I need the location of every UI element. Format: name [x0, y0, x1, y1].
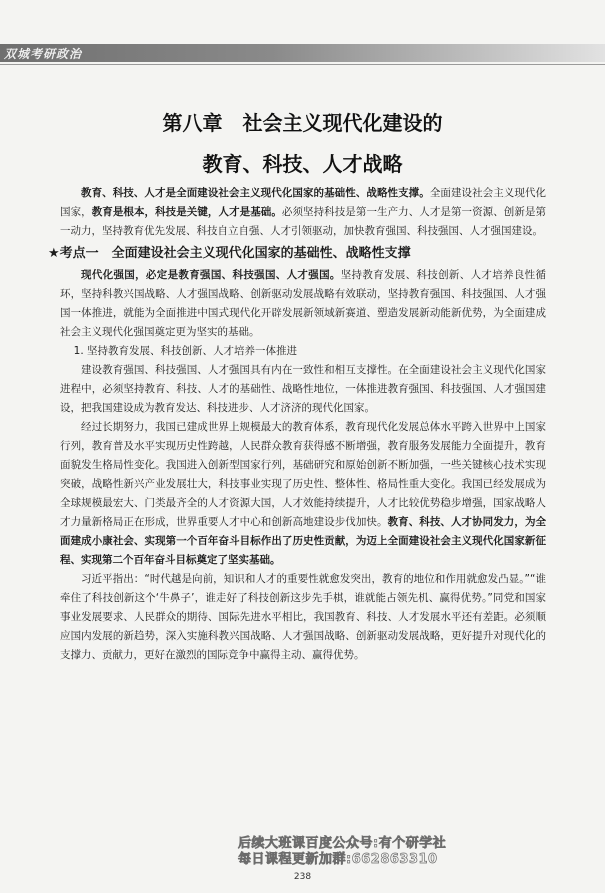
section-paragraph-3-text: 经过长期努力，我国已建成世界上规模最大的教育体系，教育现代化发展总体水平跨入世界中上国家行列，教育普及水平实现历史性跨越，人民群众教育获得感不断增强，教育服务发展能力全面提升，教育面貌发生格局性变化。我国进入创新型国家行列，基础研究和原始创新不断加强，一些关键核心技术实现突破，战略性新兴产业发展壮大，科技事业实现了历史性、整体性、格局性重大变化。我国已经发展成为全球规模最宏大、门类最齐全的人才资源大国，人才效能持续提升，人才比较优势稳步增强，国家战略人才力量新格局正在形成，世界重要人才中心和创新高地建设步伐加快。 [60, 421, 546, 528]
watermark-line1: 后续大班课百度公众号:有个研学社 [238, 836, 447, 851]
intro-text-1: 全面建设社会主义现代化国家， [60, 187, 547, 218]
section-heading: ★考点一 全面建设社会主义现代化国家的基础性、战略性支撑 [48, 246, 411, 261]
chapter-title-line1: 第八章 社会主义现代化建设的 [162, 111, 443, 135]
watermark-line2: 每日课程更新加群:662863310 [238, 852, 438, 867]
section-paragraph-4: 习近平指出：“时代越是向前，知识和人才的重要性就愈发突出，教育的地位和作用就愈发凸显。”“谁牵住了科技创新这个‘牛鼻子’，谁走好了科技创新这步先手棋，谁就能占领先机、赢得优势。”同党和国家事业发展要求、人民群众的期待、国际先进水平相比，我国教育、科技、人才发展水平还有差距。必须顺应国内发展的新趋势，深入实施科教兴国战略、人才强国战略、创新驱动发展战略，更好提升对现代化的支撑力、贡献力，更好在激烈的国际竞争中赢得主动、赢得优势。 [60, 573, 546, 661]
section-paragraph-1 [60, 266, 546, 342]
header-label: 双城考研政治 [4, 47, 83, 61]
section-paragraph-1-bold: 现代化强国，必定是教育强国、科技强国、人才强国。 [81, 269, 341, 281]
header-rule [0, 64, 605, 65]
section-paragraph-3-bold: 教育、科技、人才协同发力，为全面建成小康社会、实现第一个百年奋斗目标作出了历史性贡献，为迈上全面建设社会主义现代化国家新征程、实现第二个百年奋斗目标奠定了坚实基础。 [60, 516, 547, 566]
intro-text-2: 必须坚持科技是第一生产力、人才是第一资源、创新是第一动力，坚持教育优先发展、科技自立自强、人才引领驱动，加快教育强国、科技强国、人才强国建设。 [60, 206, 547, 237]
header-band [0, 44, 605, 62]
chapter-title-line2: 教育、科技、人才战略 [202, 152, 403, 176]
intro-bold-1: 教育、科技、人才是全面建设社会主义现代化国家的基础性、战略性支撑。 [81, 187, 430, 199]
sub-heading: 1. 坚持教育发展、科技创新、人才培养一体推进 [73, 345, 297, 357]
page-number: 238 [293, 872, 312, 882]
intro-paragraph [60, 184, 546, 241]
section-paragraph-3 [60, 418, 546, 570]
section-paragraph-2: 建设教育强国、科技强国、人才强国具有内在一致性和相互支撑性。在全面建设社会主义现代化国家进程中，必须坚持教育、科技、人才的基础性、战略性地位，一体推进教育强国、科技强国、人才强国建设，把我国建设成为教育发达、科技进步、人才济济的现代化国家。 [60, 364, 546, 414]
section-paragraph-1-text: 坚持教育发展、科技创新、人才培养良性循环，坚持科教兴国战略、人才强国战略、创新驱动发展战略有效联动，坚持教育强国、科技强国、人才强国一体推进，就能为全面推进中国式现代化开辟发展新领域新赛道、塑造发展新动能新优势，为全面建成社会主义现代化强国奠定更为坚实的基础。 [60, 269, 547, 338]
intro-bold-2: 教育是根本，科技是关键，人才是基础。 [91, 206, 282, 218]
watermark [238, 836, 446, 868]
page-content [48, 184, 547, 665]
